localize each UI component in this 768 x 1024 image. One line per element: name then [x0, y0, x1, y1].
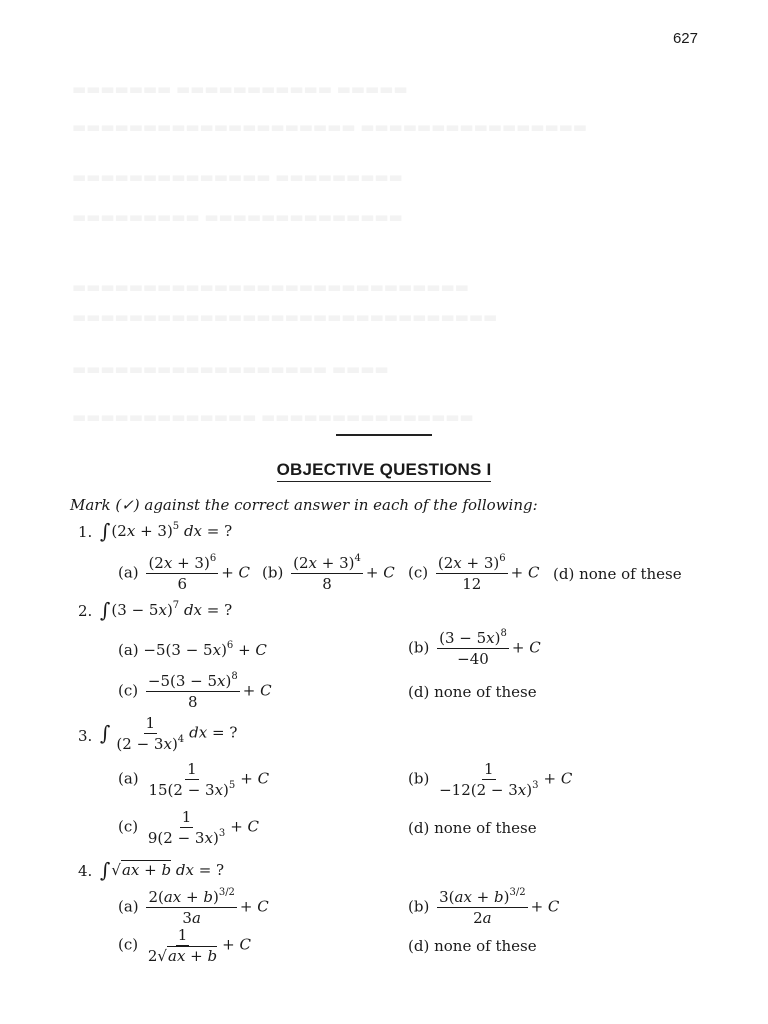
question-number: 2.: [78, 602, 93, 620]
instruction-text: Mark (✓) against the correct answer in each of the following:: [70, 496, 538, 514]
question-expression: ∫ $\frac{1}{(2 - 3x)^4}$ dx = ?: [100, 714, 238, 753]
option-c[interactable]: (c) $\frac{1}{2√ax + b}$ + C: [118, 926, 251, 965]
option-a[interactable]: (a) $\frac{2(ax + b)^{3/2}}{3a}$ + C: [118, 887, 269, 927]
option-c[interactable]: (c) $\frac{(2x + 3)^6}{12}$ + C: [408, 553, 540, 593]
option-d[interactable]: (d) none of these: [408, 937, 537, 955]
option-c[interactable]: (c) $\frac{1}{9(2 - 3x)^3}$ + C: [118, 808, 260, 847]
option-a[interactable]: (a) $\frac{1}{15(2 - 3x)^5}$ + C: [118, 760, 270, 799]
option-a[interactable]: (a) $\frac{(2x + 3)^6}{6}$ + C: [118, 553, 251, 593]
section-title: OBJECTIVE QUESTIONS I: [0, 460, 768, 480]
option-b[interactable]: (b) $\frac{1}{-12(2 - 3x)^3}$ + C: [408, 760, 573, 799]
option-b[interactable]: (b) $\frac{(2x + 3)^4}{8}$ + C: [262, 553, 395, 593]
question-expression: $\int(3 - 5x)^7$ dx = ?: [100, 598, 233, 622]
question-number: 4.: [78, 862, 93, 880]
question-number: 1.: [78, 523, 93, 541]
option-a[interactable]: $(a) -5(3 - 5x)^6 + C$: [118, 640, 267, 659]
question-expression: ∫√ax + b dx = ?: [100, 858, 225, 882]
option-d[interactable]: (d) none of these: [408, 819, 537, 837]
option-d[interactable]: (d) none of these: [408, 683, 537, 701]
question-expression: $\int(2x + 3)^5$ dx = ?: [100, 519, 233, 543]
question-number: 3.: [78, 727, 93, 745]
option-b[interactable]: (b) $\frac{3(ax + b)^{3/2}}{2a}$ + C: [408, 887, 560, 927]
option-d[interactable]: (d) none of these: [553, 565, 682, 583]
option-c[interactable]: (c) $\frac{-5(3 - 5x)^8}{8}$ + C: [118, 671, 272, 711]
section-rule: [336, 434, 432, 436]
page-number: 627: [672, 30, 698, 47]
option-b[interactable]: (b) $\frac{(3 - 5x)^8}{-40}$ + C: [408, 628, 541, 668]
